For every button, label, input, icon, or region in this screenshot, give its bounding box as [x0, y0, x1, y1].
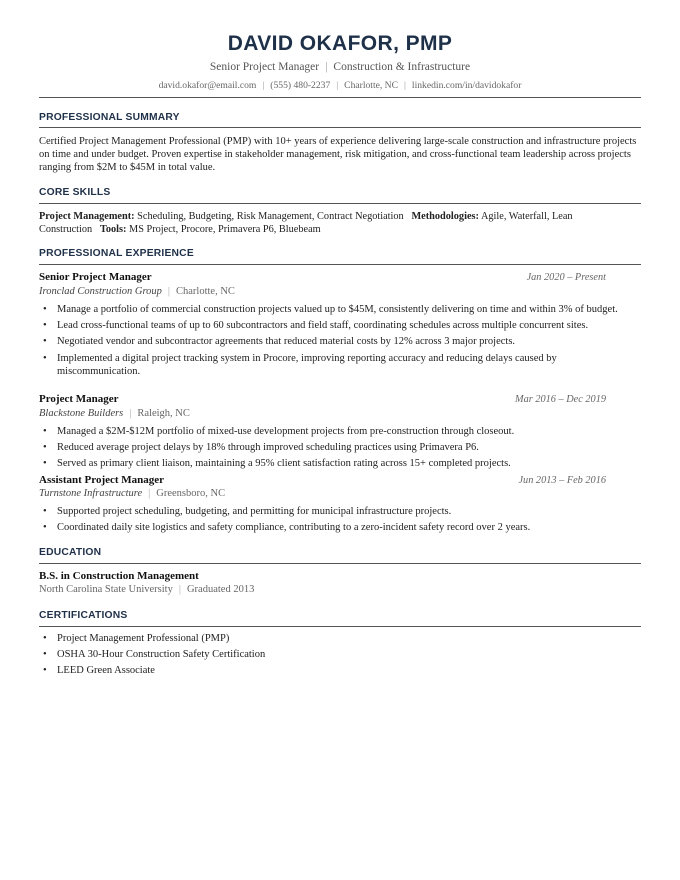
- company-name: Turnstone Infrastructure: [39, 488, 143, 499]
- bullet-text: Managed a $2M-$12M portfolio of mixed-use development projects from pre-construction through closeout.: [57, 426, 515, 437]
- job-dates: Jun 2013 – Feb 2016: [518, 475, 606, 486]
- separator: |: [148, 488, 151, 499]
- bullet-icon: •: [43, 352, 47, 364]
- bullet-icon: •: [43, 665, 47, 677]
- company-location: Greensboro, NC: [156, 488, 226, 499]
- skill-group-label: Project Management:: [39, 211, 135, 222]
- school-line: [39, 584, 254, 595]
- bullet-icon: •: [43, 426, 47, 437]
- skill-group-value: Scheduling, Budgeting, Risk Management, Contract Negotiation: [137, 211, 404, 222]
- skills-heading: CORE SKILLS: [39, 187, 111, 198]
- school-name: North Carolina State University: [39, 584, 173, 595]
- job-company-line: [39, 408, 190, 419]
- degree: B.S. in Construction Management: [39, 570, 199, 582]
- separator: |: [167, 286, 170, 297]
- skill-group-value: MS Project, Procore, Primavera P6, Bluebeam: [129, 224, 321, 235]
- bullet-text: Lead cross-functional teams of up to 60 subcontractors and field staff, coordinating schedules across multiple concurrent sites.: [57, 320, 589, 332]
- bullet-text: Implemented a digital project tracking system in Procore, improving reporting accuracy and reducing delays caused by miscommunication.: [57, 352, 557, 377]
- list-item: [39, 632, 624, 645]
- company-name: Ironclad Construction Group: [39, 286, 162, 297]
- list-item: [39, 303, 624, 316]
- list-item: [39, 521, 624, 534]
- skills-divider: [39, 203, 641, 204]
- bullet-text: Negotiated vendor and subcontractor agreements that reduced material costs by 12% across 3 major projects.: [57, 336, 516, 348]
- bullet-icon: •: [43, 522, 47, 534]
- skill-group-label: Methodologies:: [411, 211, 479, 222]
- job-title: Senior Project Manager: [39, 271, 152, 283]
- company-location: Charlotte, NC: [176, 286, 235, 297]
- list-item: [39, 664, 624, 677]
- bullet-icon: •: [43, 336, 47, 348]
- job-dates: Mar 2016 – Dec 2019: [515, 394, 606, 405]
- location-text: Charlotte, NC: [344, 80, 398, 91]
- contact-line: [0, 80, 680, 91]
- separator: |: [129, 408, 132, 419]
- bullet-icon: •: [43, 442, 47, 454]
- certification-text: OSHA 30-Hour Construction Safety Certification: [57, 649, 266, 661]
- bullet-icon: •: [43, 320, 47, 332]
- separator: |: [336, 80, 339, 91]
- list-item: [39, 335, 624, 348]
- job-bullets: [39, 425, 624, 474]
- list-item: [39, 441, 624, 454]
- bullet-text: Served as primary client liaison, maintaining a 95% client satisfaction rating across 15+ completed projects.: [57, 458, 511, 470]
- list-item: [39, 425, 624, 438]
- certifications-divider: [39, 626, 641, 627]
- summary-heading: PROFESSIONAL SUMMARY: [39, 112, 180, 123]
- job-bullets: [39, 505, 624, 537]
- bullet-text: Coordinated daily site logistics and safety compliance, contributing to a zero-incident safety record over 2 years.: [57, 522, 531, 534]
- job-bullets: [39, 303, 624, 381]
- bullet-text: Reduced average project delays by 18% through improved scheduling practices using Primavera P6.: [57, 442, 479, 454]
- bullet-icon: •: [43, 649, 47, 661]
- summary-divider: [39, 127, 641, 128]
- bullet-text: Manage a portfolio of commercial construction projects valued up to $45M, consistently delivering on time and within 3% of budget.: [57, 304, 618, 315]
- certifications-heading: CERTIFICATIONS: [39, 610, 128, 621]
- certifications-list: [39, 632, 624, 681]
- headline: [0, 61, 680, 73]
- skill-group-label: Tools:: [99, 224, 127, 235]
- phone-text: (555) 480-2237: [270, 80, 331, 91]
- job-title: Assistant Project Manager: [39, 474, 165, 486]
- job-dates: Jan 2020 – Present: [526, 272, 606, 283]
- separator: |: [262, 80, 265, 91]
- email-text: david.okafor@email.com: [158, 80, 257, 91]
- separator: |: [178, 584, 181, 595]
- graduation: Graduated 2013: [186, 584, 255, 595]
- list-item: [39, 319, 624, 332]
- job-company-line: [39, 286, 235, 297]
- certification-text: LEED Green Associate: [57, 665, 155, 677]
- education-divider: [39, 563, 641, 564]
- list-item: [39, 505, 624, 518]
- candidate-name: DAVID OKAFOR, PMP: [227, 32, 453, 55]
- certification-text: Project Management Professional (PMP): [57, 633, 230, 644]
- summary-text: Certified Project Management Professional (PMP) with 10+ years of experience delivering large-scale construction and infrastructure projects on time and under budget. Proven expertise in stakeholder management, risk mitigation, and cross-functional team leadership across projects ranging from $2M to $45M in total value.: [39, 136, 637, 173]
- list-item: [39, 457, 624, 470]
- company-location: Raleigh, NC: [137, 408, 190, 419]
- bullet-icon: •: [43, 506, 47, 517]
- skills-list: [39, 210, 629, 236]
- list-item: [39, 352, 624, 378]
- bullet-icon: •: [43, 633, 47, 644]
- separator: |: [325, 61, 328, 73]
- company-name: Blackstone Builders: [39, 408, 124, 419]
- bullet-icon: •: [43, 458, 47, 470]
- job-headline: Senior Project Manager: [209, 61, 320, 73]
- separator: |: [404, 80, 406, 91]
- list-item: [39, 648, 624, 661]
- skill-group-value: Agile, Waterfall, Lean Construction: [39, 211, 573, 235]
- header-divider: [39, 97, 641, 98]
- bullet-icon: •: [43, 304, 47, 315]
- job-company-line: [39, 488, 225, 499]
- industry-focus: Construction & Infrastructure: [333, 61, 471, 73]
- bullet-text: Supported project scheduling, budgeting, and permitting for municipal infrastructure projects.: [57, 506, 452, 517]
- job-title: Project Manager: [39, 393, 119, 405]
- linkedin-text: linkedin.com/in/davidokafor: [411, 80, 522, 91]
- experience-heading: PROFESSIONAL EXPERIENCE: [39, 248, 194, 259]
- education-heading: EDUCATION: [39, 547, 102, 558]
- experience-divider: [39, 264, 641, 265]
